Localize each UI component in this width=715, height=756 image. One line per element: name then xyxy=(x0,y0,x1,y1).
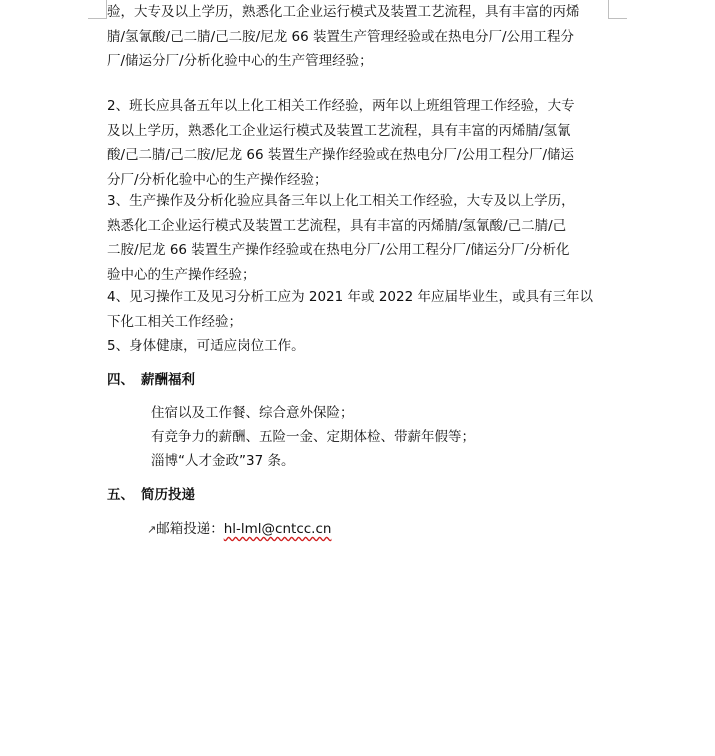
text-line: 熟悉化工企业运行模式及装置工艺流程，具有丰富的丙烯腈/氢氰酸/己二腈/己 xyxy=(107,217,567,234)
email-row xyxy=(147,518,331,541)
email-link[interactable]: hl-lml@cntcc.cn xyxy=(223,521,332,537)
text-line: 下化工相关工作经验； xyxy=(107,313,242,330)
text-line: 厂/储运分厂/分析化验中心的生产管理经验； xyxy=(107,53,373,69)
text-line: 腈/氢氰酸/己二腈/己二胺/尼龙 66 装置生产管理经验或在热电分厂/公用工程分 xyxy=(107,28,575,45)
text-line: 分厂/分析化验中心的生产操作经验； xyxy=(107,171,328,188)
section-number: 四、 xyxy=(107,372,134,388)
text-line: 二胺/尼龙 66 装置生产操作经验或在热电分厂/公用工程分厂/储运分厂/分析化 xyxy=(107,242,570,258)
text-line: 2、班长应具备五年以上化工相关工作经验，两年以上班组管理工作经验，大专 xyxy=(107,98,575,114)
text-line: 5、身体健康，可适应岗位工作。 xyxy=(107,338,305,354)
section-title: 薪酬福利 xyxy=(141,372,195,388)
tab-arrow-icon: ↗ xyxy=(147,523,157,536)
requirement-paragraph-4 xyxy=(107,285,607,334)
section-number: 五、 xyxy=(107,487,134,503)
section-heading-resume xyxy=(107,484,195,506)
requirement-paragraph-3 xyxy=(107,189,607,287)
section-heading-compensation xyxy=(107,369,195,391)
text-line: 酸/己二腈/己二胺/尼龙 66 装置生产操作经验或在热电分厂/公用工程分厂/储运 xyxy=(107,147,575,163)
requirement-paragraph-1 xyxy=(107,0,607,74)
text-line: 4、见习操作工及见习分析工应为 2021 年或 2022 年应届毕业生，或具有三年以 xyxy=(107,289,593,305)
benefit-item: 淄博“人才金政”37 条。 xyxy=(151,453,295,469)
crop-mark-left xyxy=(88,0,107,19)
text-line: 及以上学历，熟悉化工企业运行模式及装置工艺流程，具有丰富的丙烯腈/氢氰 xyxy=(107,122,571,139)
text-line: 验中心的生产操作经验； xyxy=(107,266,256,283)
benefit-item: 有竞争力的薪酬、五险一金、定期体检、带薪年假等； xyxy=(151,429,475,445)
crop-mark-right xyxy=(608,0,627,19)
requirement-paragraph-2 xyxy=(107,94,607,192)
benefit-item: 住宿以及工作餐、综合意外保险； xyxy=(151,405,354,421)
text-line: 3、生产操作及分析化验应具备三年以上化工相关工作经验，大专及以上学历， xyxy=(107,193,575,209)
email-label: 邮箱投递： xyxy=(156,521,224,537)
text-line: 验，大专及以上学历，熟悉化工企业运行模式及装置工艺流程，具有丰富的丙烯 xyxy=(107,4,580,20)
section-title: 简历投递 xyxy=(141,487,195,503)
requirement-paragraph-5 xyxy=(107,334,607,359)
